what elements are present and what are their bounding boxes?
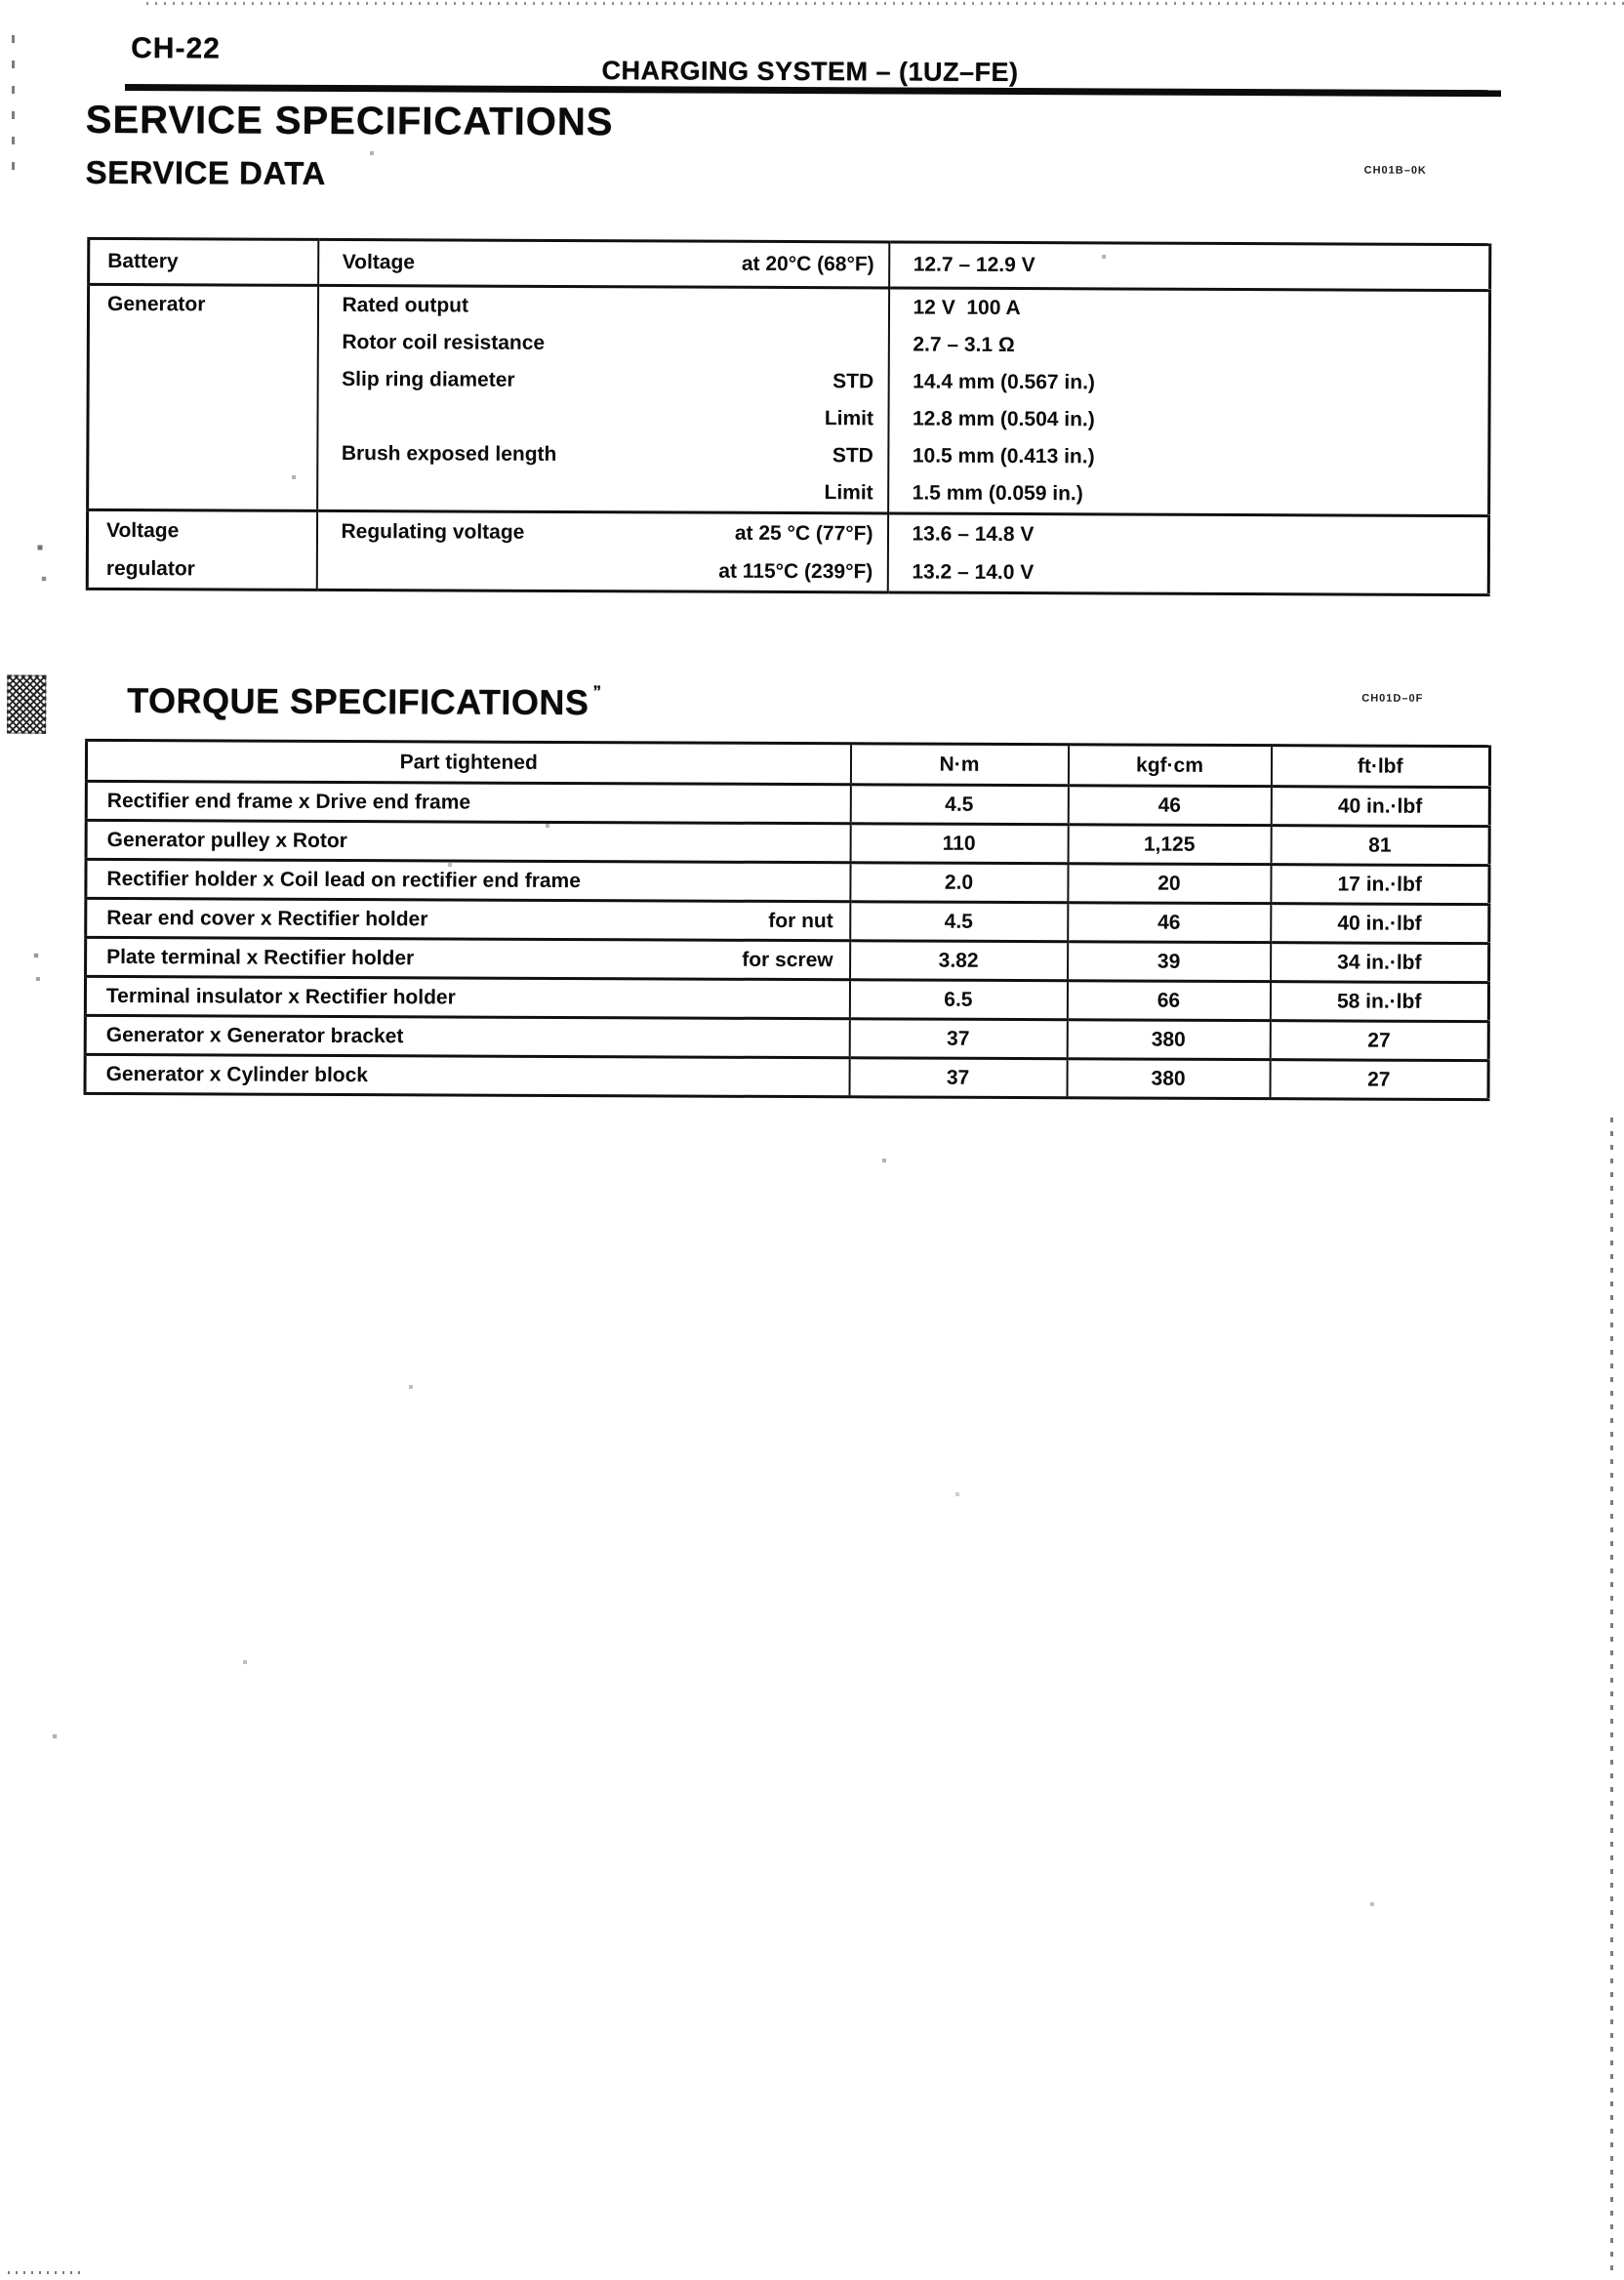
part-qualifier: for nut <box>768 909 833 932</box>
spec-condition: at 20°C (68°F) <box>741 252 874 276</box>
service-data-heading: SERVICE DATA <box>85 153 326 191</box>
table-row <box>86 898 1489 943</box>
part-qualifier: for screw <box>742 948 833 971</box>
column-header-ftlbf: ft·lbf <box>1271 746 1489 788</box>
table-row <box>85 976 1488 1021</box>
spec-value: 13.2 – 14.0 V <box>912 560 1035 584</box>
spec-item: Rotor coil resistance <box>342 331 546 354</box>
spec-value: 14.4 mm (0.567 in.) <box>913 370 1096 394</box>
torque-specifications-table <box>83 739 1491 1101</box>
torque-nm: 4.5 <box>850 785 1068 825</box>
torque-nm: 2.0 <box>850 863 1068 903</box>
torque-nm: 3.82 <box>850 941 1068 981</box>
column-header-nm: N·m <box>850 744 1068 786</box>
chapter-header-title: CHARGING SYSTEM – (1UZ–FE) <box>601 56 1019 88</box>
table-row <box>86 820 1489 865</box>
spec-value-cell <box>889 242 1490 291</box>
spec-item: Regulating voltage <box>341 519 525 544</box>
torque-kgfcm: 46 <box>1068 903 1271 943</box>
torque-nm: 4.5 <box>850 902 1068 942</box>
part-name: Generator pulley x Rotor <box>106 828 347 852</box>
spec-value: 12 V 100 A <box>913 296 1021 320</box>
part-name: Generator x Generator bracket <box>105 1023 404 1047</box>
torque-kgfcm: 380 <box>1067 1059 1270 1099</box>
part-name: Rectifier end frame x Drive end frame <box>106 789 471 814</box>
spec-condition: at 115°C (239°F) <box>718 559 873 583</box>
table-header-row <box>86 740 1489 787</box>
spec-condition: STD <box>832 444 873 468</box>
torque-kgfcm: 66 <box>1067 981 1270 1021</box>
spec-condition: Limit <box>824 407 874 430</box>
section-code-service-data: CH01B–0K <box>1363 164 1427 177</box>
component-cell <box>87 509 316 590</box>
table-row-battery <box>89 238 1490 290</box>
column-header-kgfcm: kgf·cm <box>1068 745 1271 787</box>
spec-item-cell <box>317 285 889 513</box>
part-name: Rectifier holder x Coil lead on rectifier end frame <box>106 867 581 892</box>
spec-value: 2.7 – 3.1 Ω <box>913 333 1015 357</box>
torque-nm: 37 <box>849 1019 1067 1059</box>
spec-condition: STD <box>832 370 874 393</box>
spec-item: Rated output <box>342 294 469 317</box>
service-data-table <box>86 237 1492 596</box>
torque-kgfcm: 46 <box>1068 786 1271 826</box>
component-label: Battery <box>107 249 179 273</box>
heading-superscript-mark: ” <box>592 682 602 702</box>
torque-nm: 110 <box>850 824 1068 864</box>
spec-condition: Limit <box>824 481 873 505</box>
torque-nm: 37 <box>849 1058 1067 1098</box>
section-code-torque: CH01D–0F <box>1361 692 1424 705</box>
scan-hatch-tab-mark <box>7 675 46 734</box>
torque-ftlbf: 27 <box>1270 1021 1488 1061</box>
torque-ftlbf: 17 in.·lbf <box>1271 865 1489 905</box>
spec-value-cell <box>888 288 1490 516</box>
table-row-generator <box>88 284 1490 515</box>
torque-nm: 6.5 <box>849 980 1067 1020</box>
spec-value: 1.5 mm (0.059 in.) <box>912 481 1083 506</box>
torque-heading-text: TORQUE SPECIFICATIONS <box>127 680 589 723</box>
spec-value: 13.6 – 14.8 V <box>912 522 1035 546</box>
torque-kgfcm: 39 <box>1068 942 1271 982</box>
component-cell <box>89 238 318 285</box>
column-header-part: Part tightened <box>86 740 850 784</box>
torque-ftlbf: 58 in.·lbf <box>1270 982 1488 1022</box>
torque-kgfcm: 1,125 <box>1068 825 1271 865</box>
part-name: Rear end cover x Rectifier holder <box>106 906 428 930</box>
spec-value: 12.7 – 12.9 V <box>913 253 1035 277</box>
part-name: Terminal insulator x Rectifier holder <box>105 984 456 1009</box>
part-name: Plate terminal x Rectifier holder <box>106 945 415 969</box>
component-label: regulator <box>105 556 195 580</box>
torque-ftlbf: 40 in.·lbf <box>1271 787 1489 827</box>
spec-item-cell <box>318 239 889 288</box>
torque-kgfcm: 380 <box>1067 1020 1270 1060</box>
part-name: Generator x Cylinder block <box>105 1062 369 1086</box>
service-specifications-heading: SERVICE SPECIFICATIONS <box>85 98 614 144</box>
spec-value: 10.5 mm (0.413 in.) <box>912 444 1095 468</box>
component-label: Voltage <box>105 518 180 542</box>
spec-item: Brush exposed length <box>341 442 557 466</box>
table-row <box>86 781 1489 826</box>
table-row-voltage-regulator <box>87 509 1488 594</box>
table-row <box>86 937 1489 982</box>
spec-item: Slip ring diameter <box>342 368 515 391</box>
component-label: Generator <box>106 292 206 316</box>
component-cell <box>88 284 318 510</box>
spec-item-cell <box>316 510 887 592</box>
spec-value: 12.8 mm (0.504 in.) <box>912 407 1095 431</box>
torque-ftlbf: 27 <box>1270 1060 1488 1100</box>
table-row <box>85 1054 1488 1099</box>
torque-ftlbf: 81 <box>1271 826 1489 866</box>
page-number: CH-22 <box>131 32 221 65</box>
torque-specifications-heading <box>127 680 601 723</box>
torque-ftlbf: 34 in.·lbf <box>1271 943 1489 983</box>
table-row <box>85 1015 1488 1060</box>
torque-ftlbf: 40 in.·lbf <box>1271 904 1489 944</box>
spec-item: Voltage <box>342 251 416 274</box>
spec-condition: at 25 °C (77°F) <box>734 521 873 545</box>
torque-kgfcm: 20 <box>1068 864 1271 904</box>
spec-value-cell <box>887 513 1488 595</box>
table-row <box>86 859 1489 904</box>
